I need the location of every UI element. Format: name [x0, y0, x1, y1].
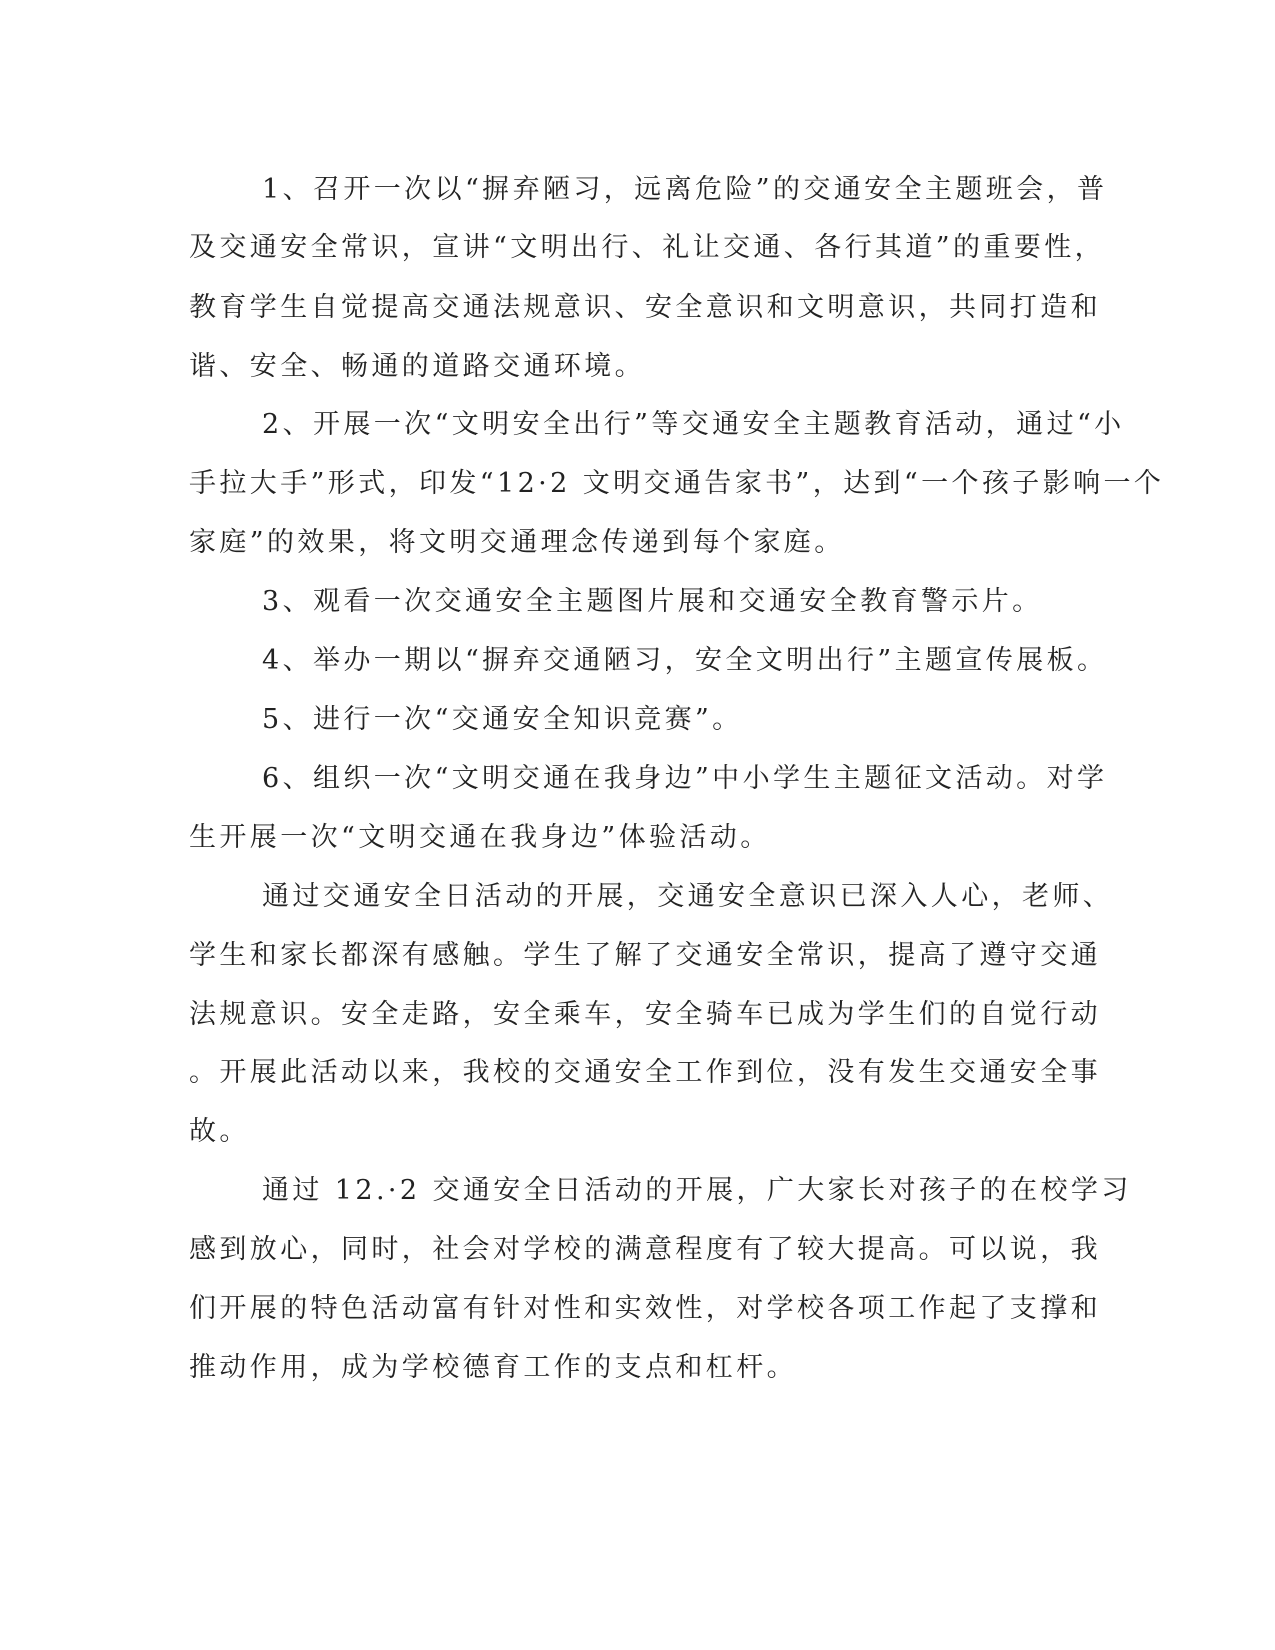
paragraph-3-line-1: 3、观看一次交通安全主题图片展和交通安全教育警示片。 [262, 586, 1043, 617]
paragraph-7-line-4: 。开展此活动以来，我校的交通安全工作到位，没有发生交通安全事 [189, 1057, 1101, 1088]
paragraph-6-line-1: 6、组织一次“文明交通在我身边”中小学生主题征文活动。对学 [262, 763, 1108, 794]
paragraph-7-line-1: 通过交通安全日活动的开展，交通安全意识已深入人心，老师、 [262, 881, 1114, 912]
paragraph-7-line-3: 法规意识。安全走路，安全乘车，安全骑车已成为学生们的自觉行动 [189, 999, 1101, 1030]
paragraph-2-line-1: 2、开展一次“文明安全出行”等交通安全主题教育活动，通过“小 [262, 409, 1125, 440]
paragraph-6-line-2: 生开展一次“文明交通在我身边”体验活动。 [189, 822, 771, 853]
paragraph-1-line-3: 教育学生自觉提高交通法规意识、安全意识和文明意识，共同打造和 [189, 292, 1101, 323]
paragraph-8-line-3: 们开展的特色活动富有针对性和实效性，对学校各项工作起了支撑和 [189, 1293, 1101, 1324]
paragraph-7-line-5: 故。 [189, 1116, 250, 1147]
paragraph-8-line-2: 感到放心，同时，社会对学校的满意程度有了较大提高。可以说，我 [189, 1234, 1101, 1265]
paragraph-2-line-2: 手拉大手”形式，印发“12·2 文明交通告家书”，达到“一个孩子影响一个 [189, 468, 1165, 499]
paragraph-4-line-1: 4、举办一期以“摒弃交通陋习，安全文明出行”主题宣传展板。 [262, 645, 1108, 676]
paragraph-1-line-4: 谐、安全、畅通的道路交通环境。 [189, 351, 645, 382]
paragraph-8-line-4: 推动作用，成为学校德育工作的支点和杠杆。 [189, 1352, 797, 1383]
paragraph-1-line-2: 及交通安全常识，宣讲“文明出行、礼让交通、各行其道”的重要性， [189, 232, 1106, 263]
paragraph-1-line-1: 1、召开一次以“摒弃陋习，远离危险”的交通安全主题班会，普 [262, 174, 1108, 205]
paragraph-5-line-1: 5、进行一次“交通安全知识竞赛”。 [262, 704, 743, 735]
paragraph-2-line-3: 家庭”的效果，将文明交通理念传递到每个家庭。 [189, 527, 845, 558]
paragraph-8-line-1: 通过 12.·2 交通安全日活动的开展，广大家长对孩子的在校学习 [262, 1175, 1132, 1206]
paragraph-7-line-2: 学生和家长都深有感触。学生了解了交通安全常识，提高了遵守交通 [189, 940, 1101, 971]
